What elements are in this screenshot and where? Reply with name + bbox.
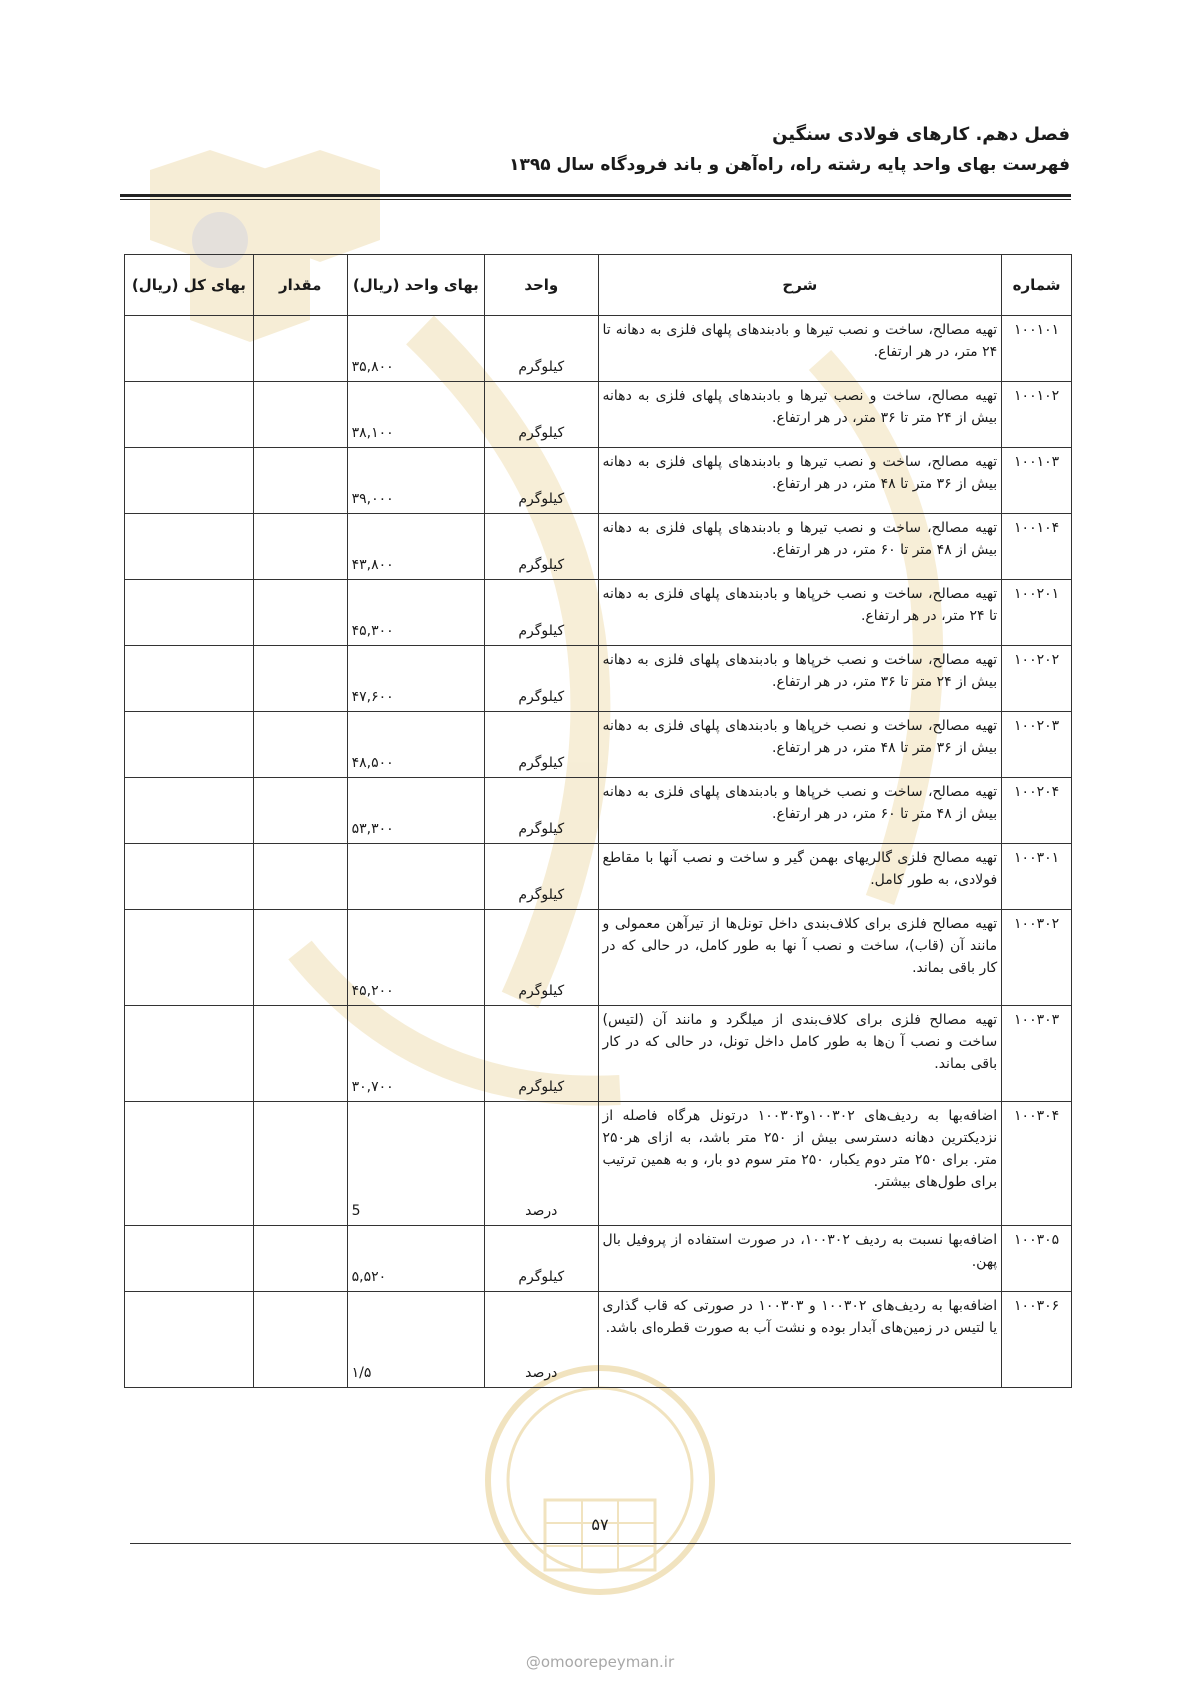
row-unit: درصد (485, 1102, 598, 1226)
row-description: تهیه مصالح، ساخت و نصب تیرها و بادبندهای پلهای فلزی به دهانه بیش از ۲۴ متر تا ۳۶ متر، در هر ارتفاع. (598, 382, 1002, 448)
table-row (125, 1102, 1072, 1226)
table-row (125, 382, 1072, 448)
list-title: فهرست بهای واحد پایه رشته راه، راه‌آهن و باند فرودگاه سال ۱۳۹۵ (509, 155, 1070, 175)
row-quantity (253, 1292, 347, 1388)
header-unit-price: بهای واحد (ریال) (347, 255, 484, 316)
row-description: تهیه مصالح، ساخت و نصب خرپاها و بادبندهای پلهای فلزی به دهانه بیش از ۴۸ متر تا ۶۰ متر، در هر ارتفاع. (598, 778, 1002, 844)
row-quantity (253, 910, 347, 1006)
row-number: ۱۰۰۲۰۳ (1002, 712, 1072, 778)
header-description: شرح (598, 255, 1002, 316)
row-unit: کیلوگرم (485, 646, 598, 712)
row-total-price (125, 1006, 254, 1102)
row-number: ۱۰۰۳۰۴ (1002, 1102, 1072, 1226)
row-total-price (125, 1102, 254, 1226)
row-number: ۱۰۰۱۰۲ (1002, 382, 1072, 448)
row-total-price (125, 844, 254, 910)
row-quantity (253, 382, 347, 448)
row-total-price (125, 382, 254, 448)
header-rule-thin (120, 199, 1071, 200)
row-description: تهیه مصالح، ساخت و نصب تیرها و بادبندهای پلهای فلزی به دهانه بیش از ۴۸ متر تا ۶۰ متر، در هر ارتفاع. (598, 514, 1002, 580)
row-total-price (125, 646, 254, 712)
row-description: تهیه مصالح، ساخت و نصب خرپاها و بادبندهای پلهای فلزی به دهانه بیش از ۳۶ متر تا ۴۸ متر، در هر ارتفاع. (598, 712, 1002, 778)
row-number: ۱۰۰۳۰۶ (1002, 1292, 1072, 1388)
row-number: ۱۰۰۱۰۴ (1002, 514, 1072, 580)
row-total-price (125, 514, 254, 580)
row-description: اضافه‌بها به ردیف‌های ۱۰۰۳۰۲و۱۰۰۳۰۳ درتونل هرگاه فاصله از نزدیکترین دهانه دسترسی بیش از ۲۵۰ متر باشد، به ازای هر۲۵۰ متر. برای ۲۵۰ متر دوم یکبار، ۲۵۰ متر سوم دو بار، و به همین ترتیب برای طول‌های بیشتر. (598, 1102, 1002, 1226)
page-number: ۵۷ (591, 1515, 609, 1534)
row-quantity (253, 646, 347, 712)
row-quantity (253, 514, 347, 580)
row-description: تهیه مصالح، ساخت و نصب تیرها و بادبندهای پلهای فلزی به دهانه تا ۲۴ متر، در هر ارتفاع. (598, 316, 1002, 382)
row-description: اضافه‌بها به ردیف‌های ۱۰۰۳۰۲ و ۱۰۰۳۰۳ در صورتی که قاب گذاری یا لتیس در زمین‌های آبدار بوده و نشت آب به صورت قطره‌ای باشد. (598, 1292, 1002, 1388)
row-description: تهیه مصالح فلزی برای کلاف‌بندی داخل تونل‌ها از تیرآهن معمولی و مانند آن (قاب)، ساخت و نصب آ نها به طور کامل، در حالی که در کار باقی بماند. (598, 910, 1002, 1006)
row-number: ۱۰۰۳۰۳ (1002, 1006, 1072, 1102)
row-quantity (253, 1006, 347, 1102)
row-unit: کیلوگرم (485, 580, 598, 646)
row-unit-price: ۴۵,۲۰۰ (347, 910, 484, 1006)
header-rule-thick (120, 194, 1071, 197)
page-header (120, 122, 1070, 178)
row-unit: کیلوگرم (485, 448, 598, 514)
row-unit-price: ۱/۵ (347, 1292, 484, 1388)
row-total-price (125, 580, 254, 646)
watermark-seal (488, 1368, 712, 1592)
row-unit-price: ۳۸,۱۰۰ (347, 382, 484, 448)
table-row (125, 1006, 1072, 1102)
row-description: تهیه مصالح، ساخت و نصب خرپاها و بادبندهای پلهای فلزی به دهانه تا ۲۴ متر، در هر ارتفاع. (598, 580, 1002, 646)
row-description: تهیه مصالح فلزی برای کلاف‌بندی از میلگرد و مانند آن (لتیس) ساخت و نصب آ ن‌ها به طور کامل داخل تونل، در حالی که در کار باقی بماند. (598, 1006, 1002, 1102)
price-table (124, 254, 1072, 1388)
table-row (125, 778, 1072, 844)
table-header-row (125, 255, 1072, 316)
row-unit: درصد (485, 1292, 598, 1388)
row-unit-price: 5 (347, 1102, 484, 1226)
row-total-price (125, 712, 254, 778)
row-description: تهیه مصالح، ساخت و نصب تیرها و بادبندهای پلهای فلزی به دهانه بیش از ۳۶ متر تا ۴۸ متر، در هر ارتفاع. (598, 448, 1002, 514)
row-quantity (253, 1102, 347, 1226)
row-quantity (253, 778, 347, 844)
row-total-price (125, 910, 254, 1006)
row-total-price (125, 448, 254, 514)
chapter-title: فصل دهم. کارهای فولادی سنگین (772, 124, 1070, 145)
row-unit: کیلوگرم (485, 910, 598, 1006)
row-quantity (253, 844, 347, 910)
row-unit: کیلوگرم (485, 844, 598, 910)
footer-rule (130, 1543, 1071, 1544)
table-row (125, 844, 1072, 910)
row-unit: کیلوگرم (485, 712, 598, 778)
header-total-price: بهای کل (ریال) (125, 255, 254, 316)
row-unit-price: ۴۷,۶۰۰ (347, 646, 484, 712)
row-quantity (253, 580, 347, 646)
row-description: اضافه‌بها نسبت به ردیف ۱۰۰۳۰۲، در صورت استفاده از پروفیل بال پهن. (598, 1226, 1002, 1292)
row-quantity (253, 712, 347, 778)
row-unit-price: ۴۸,۵۰۰ (347, 712, 484, 778)
row-unit: کیلوگرم (485, 1226, 598, 1292)
row-number: ۱۰۰۲۰۱ (1002, 580, 1072, 646)
row-unit-price: ۳۵,۸۰۰ (347, 316, 484, 382)
row-unit-price: ۴۵,۳۰۰ (347, 580, 484, 646)
row-unit-price: ۵,۵۲۰ (347, 1226, 484, 1292)
row-quantity (253, 448, 347, 514)
header-quantity: مقدار (253, 255, 347, 316)
row-unit-price (347, 844, 484, 910)
row-unit-price: ۳۹,۰۰۰ (347, 448, 484, 514)
table-row (125, 910, 1072, 1006)
row-total-price (125, 778, 254, 844)
row-unit-price: ۴۳,۸۰۰ (347, 514, 484, 580)
header-unit: واحد (485, 255, 598, 316)
table-row (125, 316, 1072, 382)
table-row (125, 448, 1072, 514)
table-row (125, 514, 1072, 580)
table-row (125, 1292, 1072, 1388)
row-quantity (253, 1226, 347, 1292)
row-unit: کیلوگرم (485, 382, 598, 448)
row-description: تهیه مصالح فلزی گالریهای بهمن گیر و ساخت و نصب آنها با مقاطع فولادی، به طور کامل. (598, 844, 1002, 910)
row-unit-price: ۵۳,۳۰۰ (347, 778, 484, 844)
row-number: ۱۰۰۳۰۵ (1002, 1226, 1072, 1292)
row-unit-price: ۳۰,۷۰۰ (347, 1006, 484, 1102)
table-row (125, 646, 1072, 712)
table-row (125, 712, 1072, 778)
row-total-price (125, 1292, 254, 1388)
row-number: ۱۰۰۱۰۱ (1002, 316, 1072, 382)
row-description: تهیه مصالح، ساخت و نصب خرپاها و بادبندهای پلهای فلزی به دهانه بیش از ۲۴ متر تا ۳۶ متر، در هر ارتفاع. (598, 646, 1002, 712)
row-number: ۱۰۰۳۰۱ (1002, 844, 1072, 910)
row-number: ۱۰۰۱۰۳ (1002, 448, 1072, 514)
row-unit: کیلوگرم (485, 778, 598, 844)
header-number: شماره (1002, 255, 1072, 316)
row-total-price (125, 316, 254, 382)
row-number: ۱۰۰۲۰۲ (1002, 646, 1072, 712)
row-number: ۱۰۰۲۰۴ (1002, 778, 1072, 844)
table-row (125, 1226, 1072, 1292)
row-number: ۱۰۰۳۰۲ (1002, 910, 1072, 1006)
row-unit: کیلوگرم (485, 514, 598, 580)
footer-site-link[interactable]: @omoorepeyman.ir (525, 1653, 675, 1671)
row-quantity (253, 316, 347, 382)
table-row (125, 580, 1072, 646)
row-unit: کیلوگرم (485, 316, 598, 382)
row-total-price (125, 1226, 254, 1292)
row-unit: کیلوگرم (485, 1006, 598, 1102)
